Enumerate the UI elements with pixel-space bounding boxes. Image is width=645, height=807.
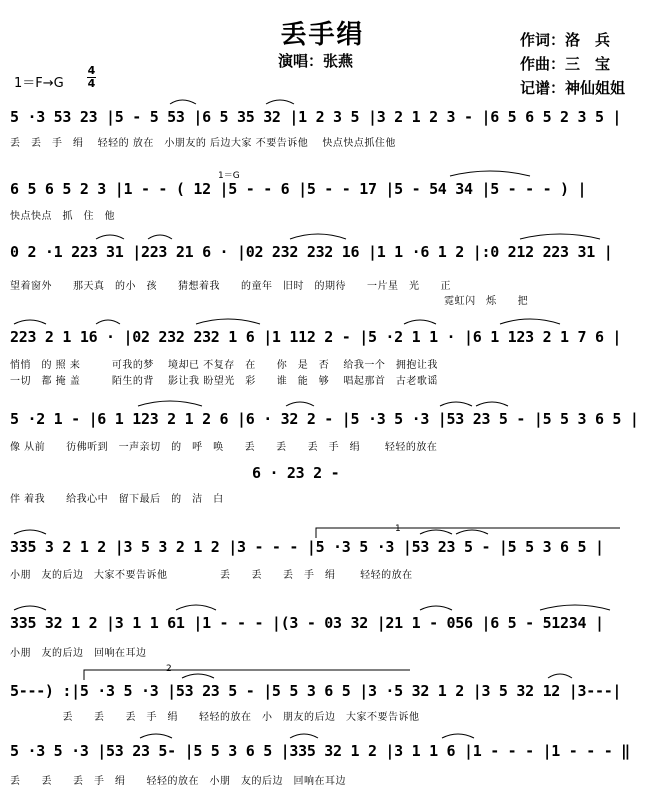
key-signature: 1＝F→G [14,76,64,91]
tie-arc [440,402,472,406]
score-row-9: 5 ·3 5 ·3 |53 23 5- |5 5 3 6 5 |335 32 1 2 |3 1 1 6 |1 - - - |1 - - - ‖ [10,742,630,760]
score-row-3: 0 2 ·1 223 31 |223 21 6 · |02 232 232 16 |1 1 ·6 1 2 |:0 212 223 31 | [10,243,613,261]
tie-arc [450,171,530,176]
tie-arc [290,734,318,738]
tie-arc [148,235,172,239]
volta-1-label: 1 [395,524,401,534]
lyricist-credit: 作词：洛 兵 [520,31,611,49]
score-row-5: 5 ·2 1 - |6 1 123 2 1 2 6 |6 · 32 2 - |5 ·3 5 ·3 |53 23 5 - |5 5 3 6 5 | [10,410,639,428]
lyrics-row-5b: 伴 着我 给我心中 留下最后 的 洁 白 [10,494,224,505]
lyrics-row-9: 丢 丢 丢 手 绢 轻轻的放在 小朋 友的后边 回响在耳边 [10,776,346,787]
score-row-6: 335 3 2 1 2 |3 5 3 2 1 2 |3 - - - |5 ·3 5 ·3 |53 23 5 - |5 5 3 6 5 | [10,538,604,556]
tie-arc [404,320,436,324]
tie-arc [138,401,202,406]
tie-arc [96,235,124,239]
transcriber-credit: 记谱：神仙姐姐 [520,79,626,97]
song-title: 丢手绢 [280,20,365,50]
key-change-mark: 1＝G [218,171,240,181]
lyrics-row-2: 快点快点 抓 住 他 [10,211,115,222]
tie-arc [540,605,610,610]
tie-arc [420,606,452,610]
score-row-5b: 6 · 23 2 - [252,464,340,482]
tie-arc [14,606,46,610]
tie-arc [286,402,314,406]
tie-arc [456,530,488,534]
tie-arc [442,734,474,738]
volta-2-label: 2 [166,664,172,674]
lyrics-row-4a: 悄悄 的 照 来 可我的梦 境却已 不复存 在 你 是 否 给我一个 拥抱让我 [10,360,438,371]
credits-block [520,28,625,100]
score-row-4: 223 2 1 16 · |02 232 232 1 6 |1 112 2 - |5 ·2 1 1 · |6 1 123 2 1 7 6 | [10,328,622,346]
volta-2-bracket [84,670,410,680]
score-row-7: 335 32 1 2 |3 1 1 61 |1 - - - |(3 - 03 32 |21 1 - 056 |6 5 - 51234 | [10,614,604,632]
score-row-2: 6 5 6 5 2 3 |1 - - ( 12 |5 - - 6 |5 - - 17 |5 - 54 34 |5 - - - ) | [10,180,587,198]
lyrics-row-6: 小朋 友的后边 大家不要告诉他 丢 丢 丢 手 绢 轻轻的放在 [10,570,413,581]
time-signature-top: 4 [87,64,96,77]
composer-credit: 作曲：三 宝 [520,55,611,73]
score-row-8: 5---) :|5 ·3 5 ·3 |53 23 5 - |5 5 3 6 5 |3 ·5 32 1 2 |3 5 32 12 |3---| [10,682,622,700]
tie-arc [548,674,572,678]
time-signature [87,66,96,89]
lyrics-row-4b: 一切 都 掩 盖 陌生的背 影让我 盼望光 彩 谁 能 够 唱起那首 古老歌谣 [10,376,438,387]
tie-arc [266,100,294,104]
tie-arc [500,319,560,324]
tie-arc [14,320,46,324]
lyrics-row-3a: 望着窗外 那天真 的小 孩 猜想着我 的童年 旧时 的期待 一片星 光 正 [10,281,451,292]
volta-1-bracket [316,528,620,538]
tie-arc [176,605,216,610]
tie-arc [182,674,214,678]
lyrics-row-8: 丢 丢 丢 手 绢 轻轻的放在 小 朋友的后边 大家不要告诉他 [10,712,420,723]
lyrics-row-3b: 霓虹闪 烁 把 [10,296,529,307]
tie-arc [476,402,508,406]
tie-arc [170,100,196,104]
lyrics-row-7: 小朋 友的后边 回响在耳边 [10,648,147,659]
lyrics-row-1: 丢 丢 手 绢 轻轻的 放在 小朋友的 后边大家 不要告诉他 快点快点抓住他 [10,138,396,149]
score-row-1: 5 ·3 53 23 |5 - 5 53 |6 5 35 32 |1 2 3 5 |3 2 1 2 3 - |6 5 6 5 2 3 5 | [10,108,622,126]
tie-arc [420,530,452,534]
lyrics-row-5: 像 从前 彷佛听到 一声亲切 的 呼 唤 丢 丢 丢 手 绢 轻轻的放在 [10,442,438,453]
tie-arc [196,319,260,324]
tie-arc [140,734,172,738]
time-signature-bottom: 4 [87,77,96,90]
tie-arc [520,234,600,239]
singer-credit: 演唱：张燕 [278,52,354,70]
tie-arc [96,320,120,324]
tie-arc [14,530,46,534]
tie-arc [290,234,346,239]
